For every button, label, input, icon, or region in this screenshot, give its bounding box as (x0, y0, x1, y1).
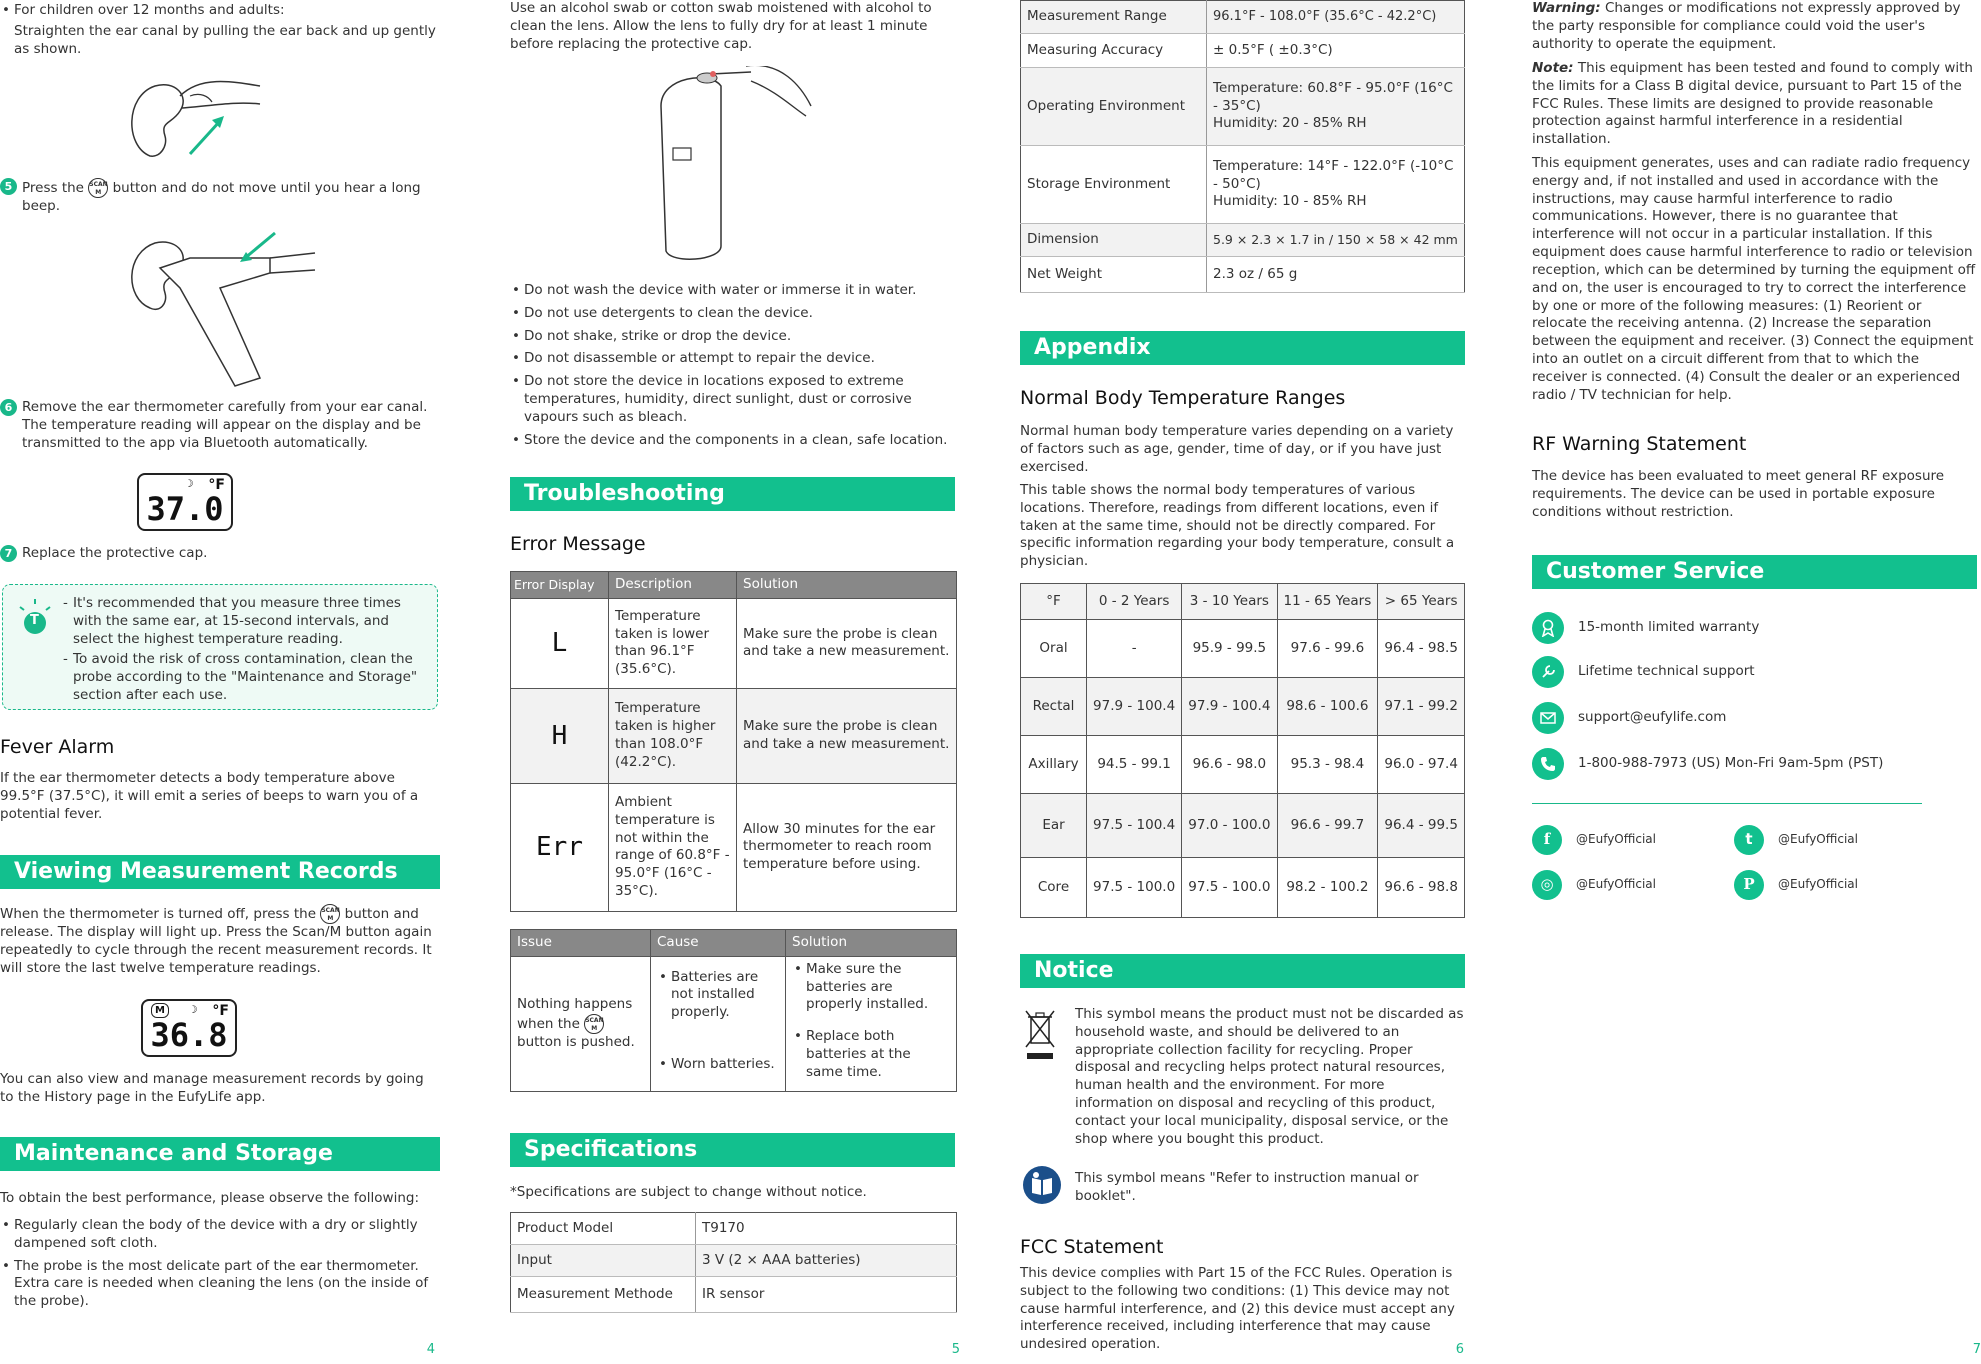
lens-cleaning-illustration (641, 66, 821, 266)
lcd-memory-indicator: M (151, 1003, 169, 1018)
records-text-2: You can also view and manage measurement records by going to the History page in the EufyLife app. (0, 1071, 424, 1105)
manual-reference-icon (1022, 1165, 1062, 1205)
fever-alarm-text: If the ear thermometer detects a body temperature above 99.5°F (37.5°C), it will emit a series of beeps to warn you of a potential fever. (0, 770, 419, 822)
weee-bin-icon (1024, 1009, 1056, 1061)
bullet-children: • For children over 12 months and adults: Straighten the ear canal by pulling the ear back and up gently as shown. (0, 2, 440, 58)
table-row: Measurement Range 96.1°F - 108.0°F (35.6°C - 42.2°C) (1021, 1, 1465, 34)
step-7-number: 7 (0, 545, 17, 562)
list-item (1532, 748, 1977, 780)
table-row: Operating Environment Temperature: 60.8°F - 95.0°F (16°C - 35°C) Humidity: 20 - 85% RH (1021, 68, 1465, 146)
divider (1532, 803, 1922, 804)
list-item: • Make sure the batteries are properly installed. (792, 961, 950, 1014)
table-row: L Temperature taken is lower than 96.1°F (35.6°C). Make sure the probe is clean and take a new measurement. (511, 598, 957, 688)
support-phone: 1-800-988-7973 (US) Mon-Fri 9am-5pm (PST) (1578, 755, 1884, 772)
temperature-ranges-table (1020, 583, 1465, 918)
lcd-moon-icon: ☽ (187, 477, 194, 490)
ranges-text-2: This table shows the normal body temperatures of various locations. Therefore, readings from different locations, even if taken at the same time, should not be directly compared. For specific information regarding your body temperature, consult a physician. (1020, 482, 1455, 570)
social-pinterest[interactable]: P @EufyOfficial (1734, 870, 1858, 900)
table-row: Nothing happens when the SCAN M button is pushed. • Batteries are not installed properly. • Worn batteries. • Make sure the batteries are properly installed. • Replace both batteries at the same time. (511, 956, 957, 1091)
list-item: • Do not shake, strike or drop the device. (510, 328, 960, 346)
award-icon (1532, 612, 1564, 644)
list-item: • Replace both batteries at the same time. (792, 1028, 950, 1081)
table-header: Description (609, 572, 737, 599)
support-email-link[interactable]: support@eufylife.com (1578, 709, 1727, 726)
fcc-text: This device complies with Part 15 of the FCC Rules. Operation is subject to the following two conditions: (1) This device may not cause harmful interference, and (2) this device must accept any interference received, including interference that may cause undesired operation. (1020, 1265, 1455, 1353)
clean-lens-text: Use an alcohol swab or cotton swab moistened with alcohol to clean the lens. Allow the lens to fully dry for at least 1 minute before replacing the protective cap. (510, 0, 932, 52)
table-header: 11 - 65 Years (1277, 584, 1378, 620)
table-header: Error Display (511, 572, 609, 599)
bullet-children-sub: Straighten the ear canal by pulling the ear back and up gently as shown. (14, 22, 436, 57)
note-text: Note: This equipment has been tested and found to comply with the limits for a Class B digital device, pursuant to Part 15 of the FCC Rules. These limits are designed to provide reasonable protection against harmful interference in a residential installation. (1532, 60, 1973, 148)
table-row: H Temperature taken is higher than 108.0°F (42.2°C). Make sure the probe is clean and take a new measurement. (511, 688, 957, 783)
error-display-l: L (511, 598, 609, 688)
tip-icon-letter: T (30, 613, 39, 628)
ranges-text-1: Normal human body temperature varies depending on a variety of factors such as age, gender, time of day, or if you have just exercised. (1020, 423, 1454, 475)
thermometer-insertion-illustration (120, 228, 320, 388)
spec-table-1 (510, 1212, 957, 1313)
appendix-banner: Appendix (1020, 331, 1465, 365)
step-6: 6 Remove the ear thermometer carefully from your ear canal. The temperature reading will appear on the display and be transmitted to the app via Bluetooth automatically. (0, 399, 440, 452)
notice-weee-text: This symbol means the product must not be discarded as household waste, and should be delivered to an appropriate collection facility for recycling. Proper disposal and recycling helps protect natural resources, human health and the environment. For more information on disposal and recycling of this product, contact your local municipality, disposal service, or the shop where you bought this product. (1075, 1006, 1464, 1147)
lcd-unit: °F (212, 1003, 229, 1019)
list-item: • Batteries are not installed properly. (657, 969, 779, 1022)
maintenance-intro: To obtain the best performance, please observe the following: (0, 1190, 419, 1206)
list-item: • Do not disassemble or attempt to repair the device. (510, 350, 960, 368)
table-header: 3 - 10 Years (1182, 584, 1277, 620)
lcd-display-reading (137, 473, 233, 531)
list-item: • The probe is the most delicate part of the ear thermometer. Extra care is needed when cleaning the lens (on the inside of the probe). (0, 1258, 440, 1311)
error-table (510, 571, 957, 912)
fcc-heading: FCC Statement (1020, 1236, 1164, 1258)
spec-note: *Specifications are subject to change without notice. (510, 1184, 867, 1200)
table-row: Product Model T9170 (511, 1213, 957, 1245)
table-row: Rectal 97.9 - 100.4 97.9 - 100.4 98.6 - 100.6 97.1 - 99.2 (1021, 678, 1465, 736)
maintenance-banner: Maintenance and Storage (0, 1137, 440, 1171)
list-item: • Worn batteries. (657, 1056, 779, 1074)
step-5: 5 Press the SCAN M button and do not move until you hear a long beep. (0, 178, 440, 216)
rf-text: The device has been evaluated to meet general RF exposure requirements. The device can be used in portable exposure conditions without restriction. (1532, 468, 1945, 520)
list-item: Lifetime technical support (1532, 656, 1977, 688)
scan-button-icon: SCAN M (320, 904, 340, 924)
list-item: 15-month limited warranty (1532, 612, 1977, 644)
page-7 (1528, 0, 1981, 1364)
list-item: • Store the device and the components in a clean, safe location. (510, 432, 960, 450)
table-row: Measurement Methode IR sensor (511, 1277, 957, 1313)
ranges-heading: Normal Body Temperature Ranges (1020, 387, 1346, 409)
facebook-icon: f (1532, 825, 1562, 855)
table-row: Oral - 95.9 - 99.5 97.6 - 99.6 96.4 - 98.5 (1021, 620, 1465, 678)
table-row: Input 3 V (2 × AAA batteries) (511, 1245, 957, 1277)
records-banner: Viewing Measurement Records (0, 855, 440, 889)
step-6-number: 6 (0, 399, 17, 416)
warning-text: Warning: Changes or modifications not expressly approved by the party responsible for compliance could void the user's authority to operate the equipment. (1532, 0, 1961, 52)
rf-heading: RF Warning Statement (1532, 433, 1747, 455)
pinterest-icon: P (1734, 870, 1764, 900)
fever-alarm-heading: Fever Alarm (0, 736, 115, 758)
lcd-moon-icon: ☽ (191, 1003, 198, 1016)
tip-box (2, 584, 438, 710)
table-header: °F (1021, 584, 1087, 620)
page-5 (505, 0, 960, 1364)
fcc-text-2: This equipment generates, uses and can radiate radio frequency energy and, if not installed and used in accordance with the instructions, may cause harmful interference to radio communications. However, there is no guarantee that interference will not occur in a particular installation. If this equipment does cause harmful interference to radio or television reception, which can be determined by turning the equipment off and on, the user is encouraged to try to correct the interference by one or more of the following measures: (1) Reorient or relocate the receiving antenna. (2) Increase the separation between the equipment and receiver. (3) Connect the equipment into an outlet on a circuit different from that to which the receiver is connected. (4) Consult the dealer or an experienced radio / TV technician for help. (1532, 155, 1976, 403)
list-item: • Do not wash the device with water or immerse it in water. (510, 282, 960, 300)
tip-1: - It's recommended that you measure three times with the same ear, at 15-second intervals, and select the highest temperature reading. (63, 595, 427, 648)
ear-pull-illustration (120, 66, 270, 166)
page-6 (1017, 0, 1472, 1364)
table-header: Solution (786, 930, 957, 957)
wrench-icon (1532, 656, 1564, 688)
spec-table-2 (1020, 0, 1465, 293)
mail-icon (1532, 702, 1564, 734)
table-row: Dimension 5.9 × 2.3 × 1.7 in / 150 × 58 × 42 mm (1021, 224, 1465, 257)
list-item (1532, 702, 1977, 734)
table-row: Err Ambient temperature is not within the range of 60.8°F - 95.0°F (16°C - 35°C). Allow 30 minutes for the ear thermometer to reach room temperature before using. (511, 783, 957, 911)
error-message-heading: Error Message (510, 533, 646, 555)
step-7: 7 Replace the protective cap. (0, 545, 440, 563)
table-header: > 65 Years (1378, 584, 1465, 620)
customer-service-list (1532, 612, 1977, 796)
table-header: Cause (651, 930, 786, 957)
table-row: Ear 97.5 - 100.4 97.0 - 100.0 96.6 - 99.7 96.4 - 99.5 (1021, 794, 1465, 858)
error-display-err: Err (511, 783, 609, 911)
records-text: When the thermometer is turned off, press the SCAN M button and release. The display will light up. Press the Scan/M button again repeatedly to cycle through the recent measurement records. It will store the last twelve temperature readings. (0, 906, 432, 976)
table-header: 0 - 2 Years (1087, 584, 1182, 620)
table-row: Measuring Accuracy ± 0.5°F ( ±0.3°C) (1021, 34, 1465, 68)
lcd-value: 37.0 (146, 490, 224, 528)
donts-list (510, 282, 960, 455)
page-number: 7 (1972, 1341, 1981, 1357)
table-row: Axillary 94.5 - 99.1 96.6 - 98.0 95.3 - 98.4 96.0 - 97.4 (1021, 736, 1465, 794)
scan-button-icon: SCAN M (584, 1014, 604, 1034)
instagram-icon: ◎ (1532, 870, 1562, 900)
page-4 (0, 0, 455, 1364)
page-number: 6 (1455, 1341, 1464, 1357)
lcd-value: 36.8 (150, 1016, 228, 1054)
maintenance-list (0, 1217, 440, 1316)
list-item: • Regularly clean the body of the device with a dry or slightly dampened soft cloth. (0, 1217, 440, 1253)
social-facebook[interactable]: f @EufyOfficial (1532, 825, 1656, 855)
list-item: • Do not store the device in locations exposed to extreme temperatures, humidity, direct sunlight, dust or corrosive vapours such as bleach. (510, 373, 960, 426)
notice-banner: Notice (1020, 954, 1465, 988)
scan-button-icon: SCAN M (88, 178, 108, 198)
issue-table (510, 929, 957, 1092)
page-number: 4 (426, 1341, 435, 1357)
table-row: Net Weight 2.3 oz / 65 g (1021, 257, 1465, 293)
social-twitter[interactable]: t @EufyOfficial (1734, 825, 1858, 855)
note-label: Note: (1532, 60, 1574, 76)
lcd-display-memory (141, 999, 237, 1057)
social-instagram[interactable]: ◎ @EufyOfficial (1532, 870, 1656, 900)
lcd-unit: °F (208, 477, 225, 493)
twitter-icon: t (1734, 825, 1764, 855)
specifications-banner: Specifications (510, 1133, 955, 1167)
step-5-number: 5 (0, 178, 17, 195)
warning-label: Warning: (1532, 0, 1601, 16)
table-header: Issue (511, 930, 651, 957)
table-header: Solution (737, 572, 957, 599)
page-number: 5 (951, 1341, 960, 1357)
error-display-h: H (511, 688, 609, 783)
phone-icon (1532, 748, 1564, 780)
table-row: Storage Environment Temperature: 14°F - 122.0°F (-10°C - 50°C) Humidity: 10 - 85% RH (1021, 146, 1465, 224)
tip-2: - To avoid the risk of cross contamination, clean the probe according to the "Maintenance and Storage" section after each use. (63, 651, 427, 704)
table-row: Core 97.5 - 100.0 97.5 - 100.0 98.2 - 100.2 96.6 - 98.8 (1021, 858, 1465, 918)
customer-service-banner: Customer Service (1532, 555, 1977, 589)
notice-manual-text: This symbol means "Refer to instruction manual or booklet". (1075, 1170, 1419, 1204)
troubleshooting-banner: Troubleshooting (510, 477, 955, 511)
list-item: • Do not use detergents to clean the device. (510, 305, 960, 323)
